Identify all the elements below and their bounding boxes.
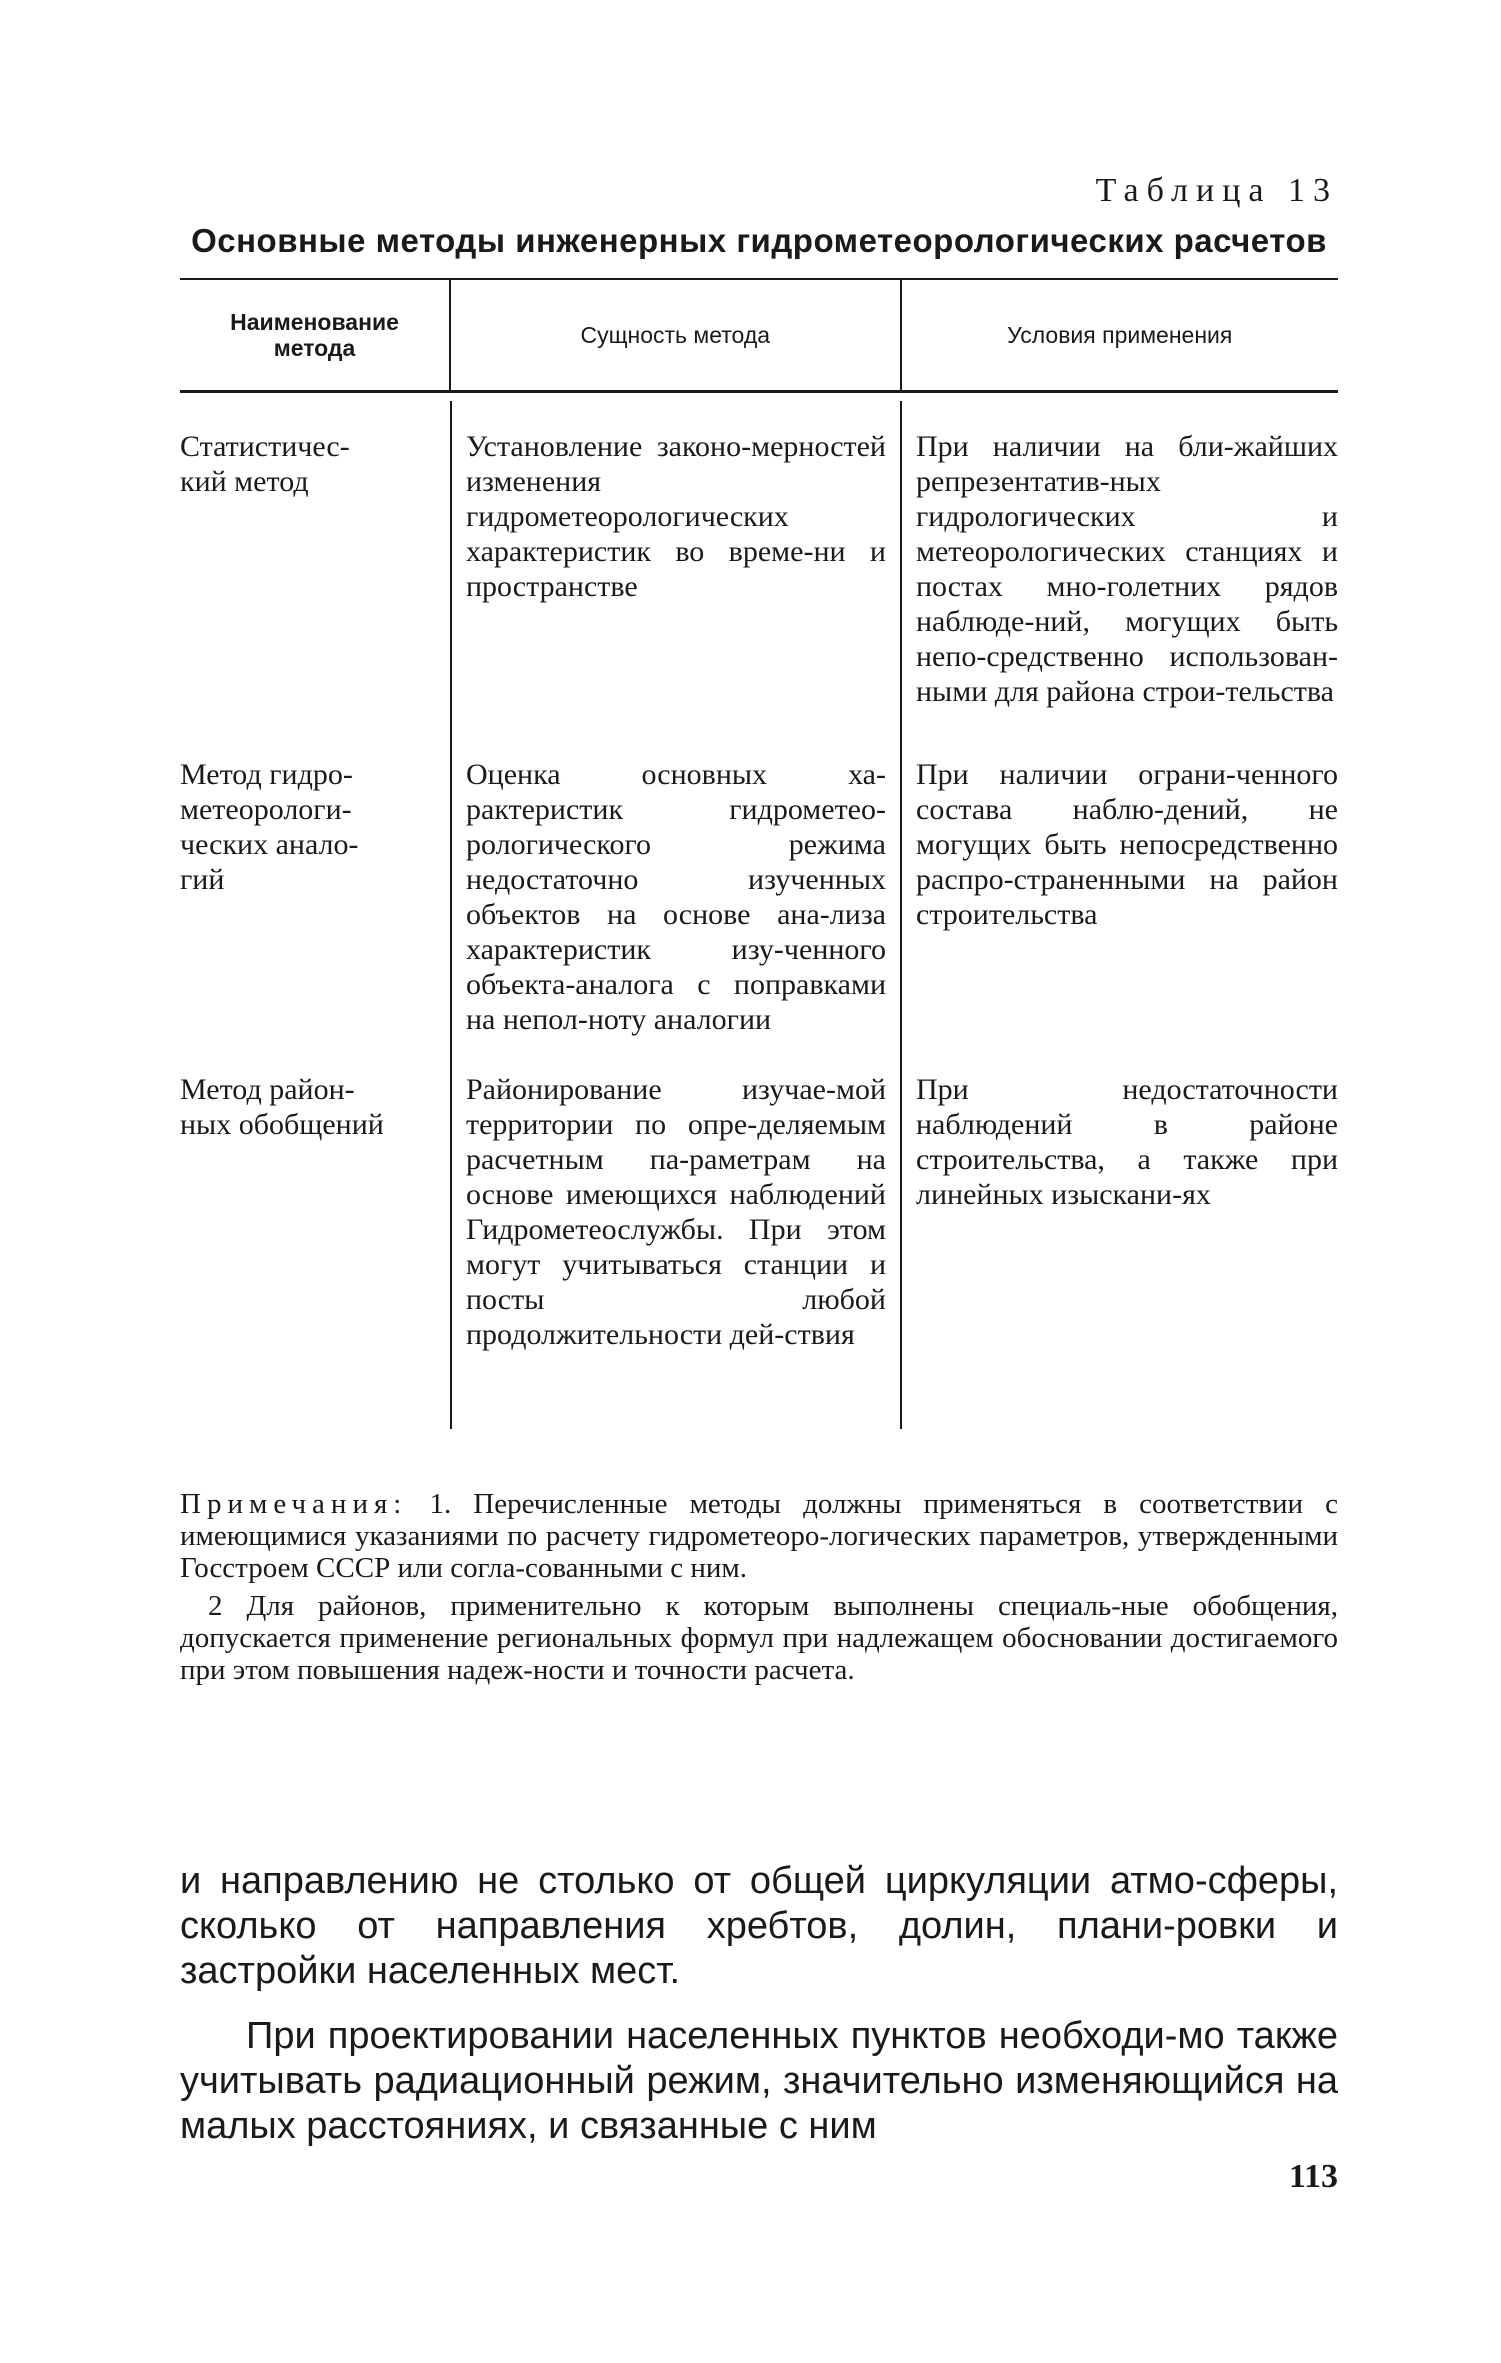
row2-method-name: Метод гидро- метеорологи- ческих анало- гий xyxy=(180,758,359,896)
row1-method-name: Статистичес- кий метод xyxy=(180,430,350,498)
row2-essence: Оценка основных ха-рактеристик гидрометео-рологического режима недостаточно изученных объектов на основе ана-лиза характеристик изу-ченного объекта-аналога с поправками на непол-ноту аналогии xyxy=(466,758,886,1036)
paragraph-2: При проектировании населенных пунктов необходи-мо также учитывать радиационный режим, значительно изменяющийся на малых расстояниях, и связанные с ним xyxy=(180,2015,1338,2147)
note-1-text: 1. Перечисленные методы должны применяться в соответствии с имеющимися указаниями по расчету гидрометеоро-логических параметров, утвержденными Госстроем СССР или согла-сованными с ним. xyxy=(180,1488,1338,1584)
page-number: 113 xyxy=(1288,2158,1338,2195)
table-body xyxy=(180,401,1338,1429)
column-essence xyxy=(450,401,900,1429)
table-caption: Таблица 13 xyxy=(1095,172,1338,209)
row3-essence: Районирование изучае-мой территории по опре-деляемым расчетным па-раметрам на основе имеющихся наблюдений Гидрометеослужбы. При этом могут учитываться станции и посты любой продолжительности дей-ствия xyxy=(466,1073,886,1351)
row2-conditions: При наличии ограни-ченного состава наблю-дений, не могущих быть непосредственно распро-страненными на район строительства xyxy=(916,758,1338,931)
note-1 xyxy=(180,1488,1338,1584)
column-method-names xyxy=(180,401,450,1429)
paragraph-1: и направлению не столько от общей циркуляции атмо-сферы, сколько от направления хребтов, долин, плани-ровки и застройки населенных мест. xyxy=(180,1860,1338,1992)
methods-table xyxy=(180,278,1338,1429)
header-application-conditions: Условия применения xyxy=(900,280,1338,390)
header-method-essence: Сущность метода xyxy=(449,280,899,390)
row3-method-name: Метод район- ных обобщений xyxy=(180,1073,384,1141)
table-title: Основные методы инженерных гидрометеорологических расчетов xyxy=(191,222,1327,259)
header-method-name: Наименование метода xyxy=(230,309,399,361)
column-conditions xyxy=(900,401,1338,1429)
note-2: 2 Для районов, применительно к которым выполнены специаль-ные обобщения, допускается применение региональных формул при надлежащем обосновании достигаемого при этом повышения надеж-ности и точности расчета. xyxy=(180,1590,1338,1686)
row3-conditions: При недостаточности наблюдений в районе строительства, а также при линейных изыскани-ях xyxy=(916,1073,1338,1211)
main-text xyxy=(180,1859,1338,2149)
table-header xyxy=(180,280,1338,393)
table-notes xyxy=(180,1488,1338,1686)
notes-label: Примечания: xyxy=(180,1488,408,1520)
row1-conditions: При наличии на бли-жайших репрезентатив-ных гидрологических и метеорологических станциях и постах мно-голетних рядов наблюде-ний, могущих быть непо-средственно использован-ными для района строи-тельства xyxy=(916,430,1338,708)
row1-essence: Установление законо-мерностей изменения гидрометеорологических характеристик во време-ни и пространстве xyxy=(466,430,886,603)
